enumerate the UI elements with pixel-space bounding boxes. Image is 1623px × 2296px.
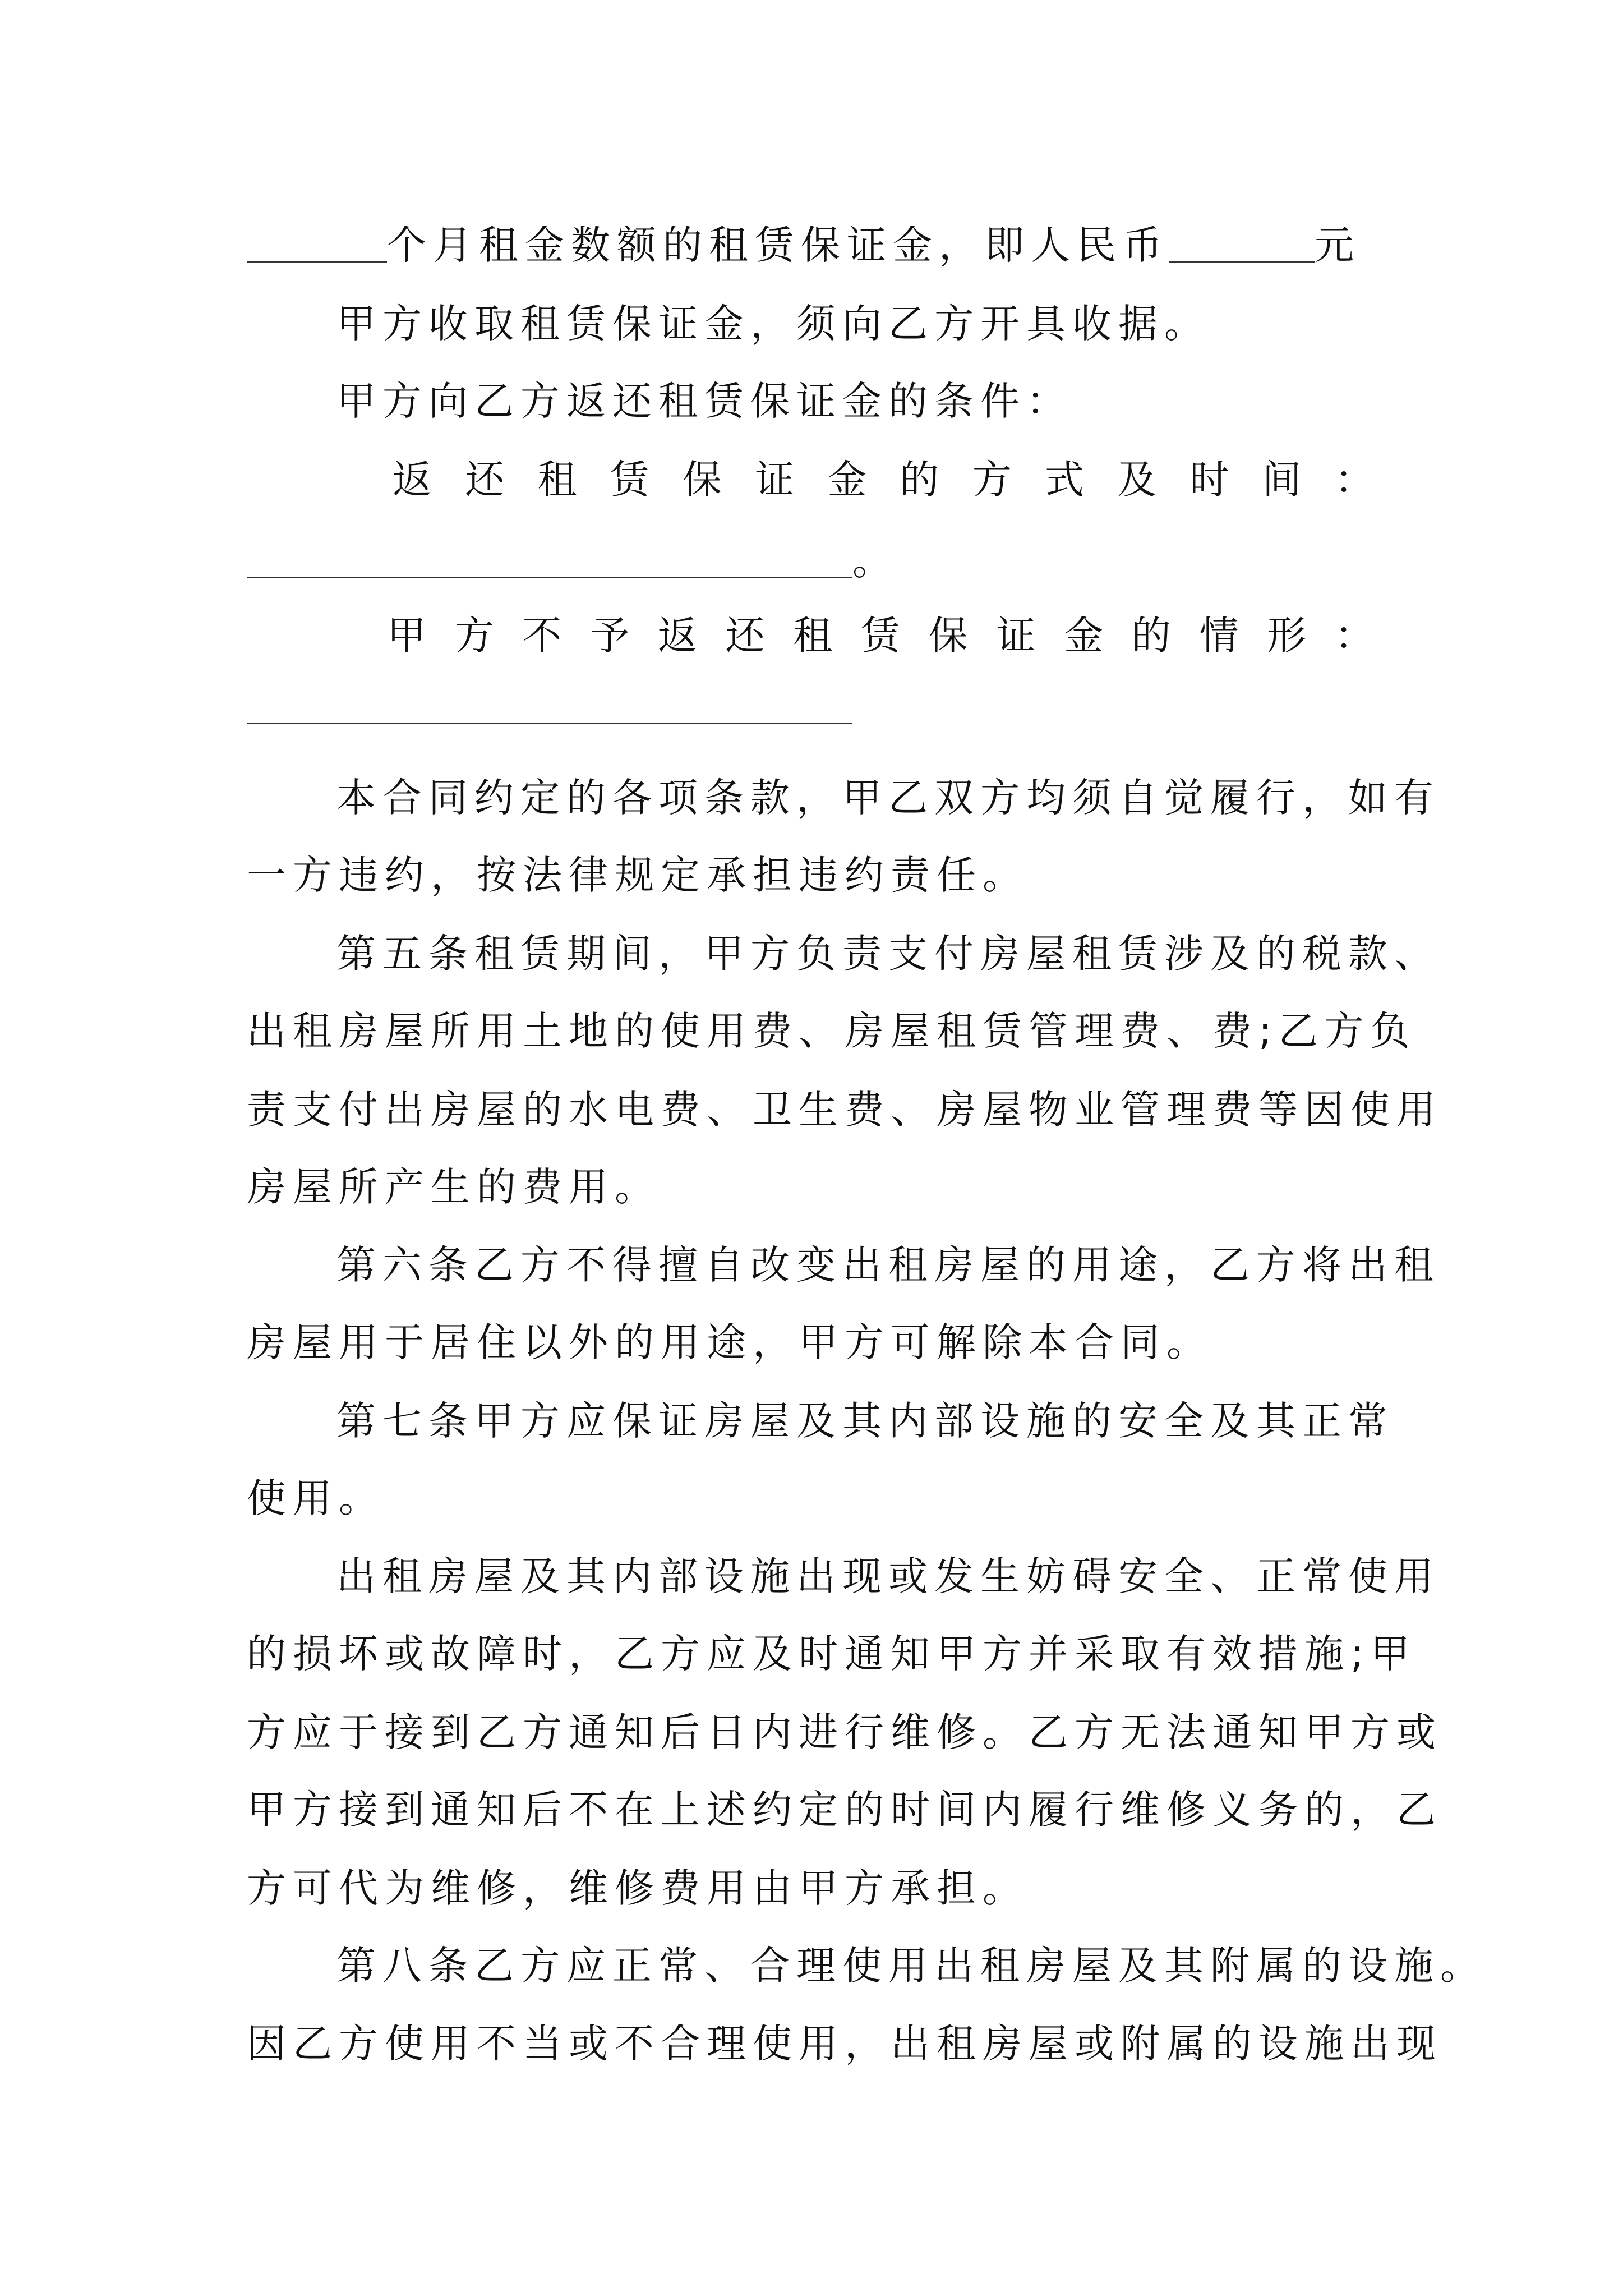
article-8-line: 第八条乙方应正常、合理使用出租房屋及其附属的设施。 [336,1943,1486,1989]
paragraph-line: 出租房屋所用土地的使用费、房屋租赁管理费、费;乙方负 [247,1008,1417,1054]
article-5-line: 第五条租赁期间，甲方负责支付房屋租赁涉及的税款、 [336,931,1440,977]
blank-return-method-line [247,533,1391,589]
paragraph-line: 责支付出房屋的水电费、卫生费、房屋物业管理费等因使用 [247,1087,1442,1133]
spread-char: 赁 [860,613,900,659]
spread-char: 的 [900,457,939,503]
paragraph-line: 本合同约定的各项条款，甲乙双方均须自觉履行，如有 [336,775,1440,821]
blank-non-return-line [247,679,1391,735]
blank-amount [1169,217,1315,263]
spread-char: 还 [465,457,505,503]
paragraph-line: 的损坏或故障时，乙方应及时通知甲方并采取有效措施;甲 [247,1631,1417,1677]
spread-char: 证 [996,613,1036,659]
spread-char: 方 [972,457,1012,503]
spread-char: 时 [1189,457,1229,503]
paragraph-line: 甲方接到通知后不在上述约定的时间内履行维修义务的，乙 [247,1787,1442,1833]
paragraph-line: 房屋所产生的费用。 [247,1164,661,1210]
spread-char: 赁 [610,457,649,503]
spread-char: 返 [657,613,697,659]
spread-char: 证 [755,457,795,503]
article-6-line: 第六条乙方不得擅自改变出租房屋的用途，乙方将出租 [336,1242,1440,1288]
spread-char: 间 [1262,457,1302,503]
spread-char: 租 [793,613,833,659]
paragraph-line: 使用。 [247,1475,385,1521]
paragraph-line: 房屋用于居住以外的用途，甲方可解除本合同。 [247,1319,1212,1365]
spread-char: 及 [1117,457,1157,503]
blank-non-return [247,679,852,724]
spread-char: 金 [1064,613,1104,659]
non-return-line [387,608,1374,664]
spread-char: 甲 [387,613,426,659]
spread-char: ： [1334,457,1374,503]
paragraph-line: 甲方向乙方返还租赁保证金的条件： [336,378,1072,424]
spread-char: 不 [522,613,562,659]
paragraph-line: 方应于接到乙方通知后日内进行维修。乙方无法通知甲方或 [247,1709,1442,1755]
period-mark: 。 [852,538,898,584]
spread-char: 保 [682,457,722,503]
spread-char: 还 [725,613,765,659]
paragraph-line: 因乙方使用不当或不合理使用，出租房屋或附属的设施出现 [247,2021,1442,2067]
paragraph-line: 一方违约，按法律规定承担违约责任。 [247,852,1029,898]
blank-return-method [247,533,852,578]
spread-char: 情 [1199,613,1239,659]
paragraph-line: 方可代为维修，维修费用由甲方承担。 [247,1865,1029,1911]
article-7-line: 第七条甲方应保证房屋及其内部设施的安全及其正常 [336,1398,1394,1444]
spread-char: 方 [454,613,494,659]
spread-char: 保 [928,613,968,659]
spread-char: ： [1334,613,1374,659]
return-method-line [393,452,1374,508]
spread-char: 金 [827,457,867,503]
paragraph-line: 出租房屋及其内部设施出现或发生妨碍安全、正常使用 [336,1553,1440,1599]
spread-char: 的 [1131,613,1171,659]
spread-char: 式 [1044,457,1084,503]
deposit-text: 个月租金数额的租赁保证金，即人民币 [387,222,1169,268]
deposit-amount-line [247,217,1391,273]
paragraph-line: 甲方收取租赁保证金，须向乙方开具收据。 [336,301,1210,347]
currency-unit: 元 [1315,222,1361,268]
spread-char: 予 [590,613,630,659]
spread-char: 返 [393,457,432,503]
blank-months [247,217,387,263]
spread-char: 租 [537,457,577,503]
spread-char: 形 [1267,613,1307,659]
